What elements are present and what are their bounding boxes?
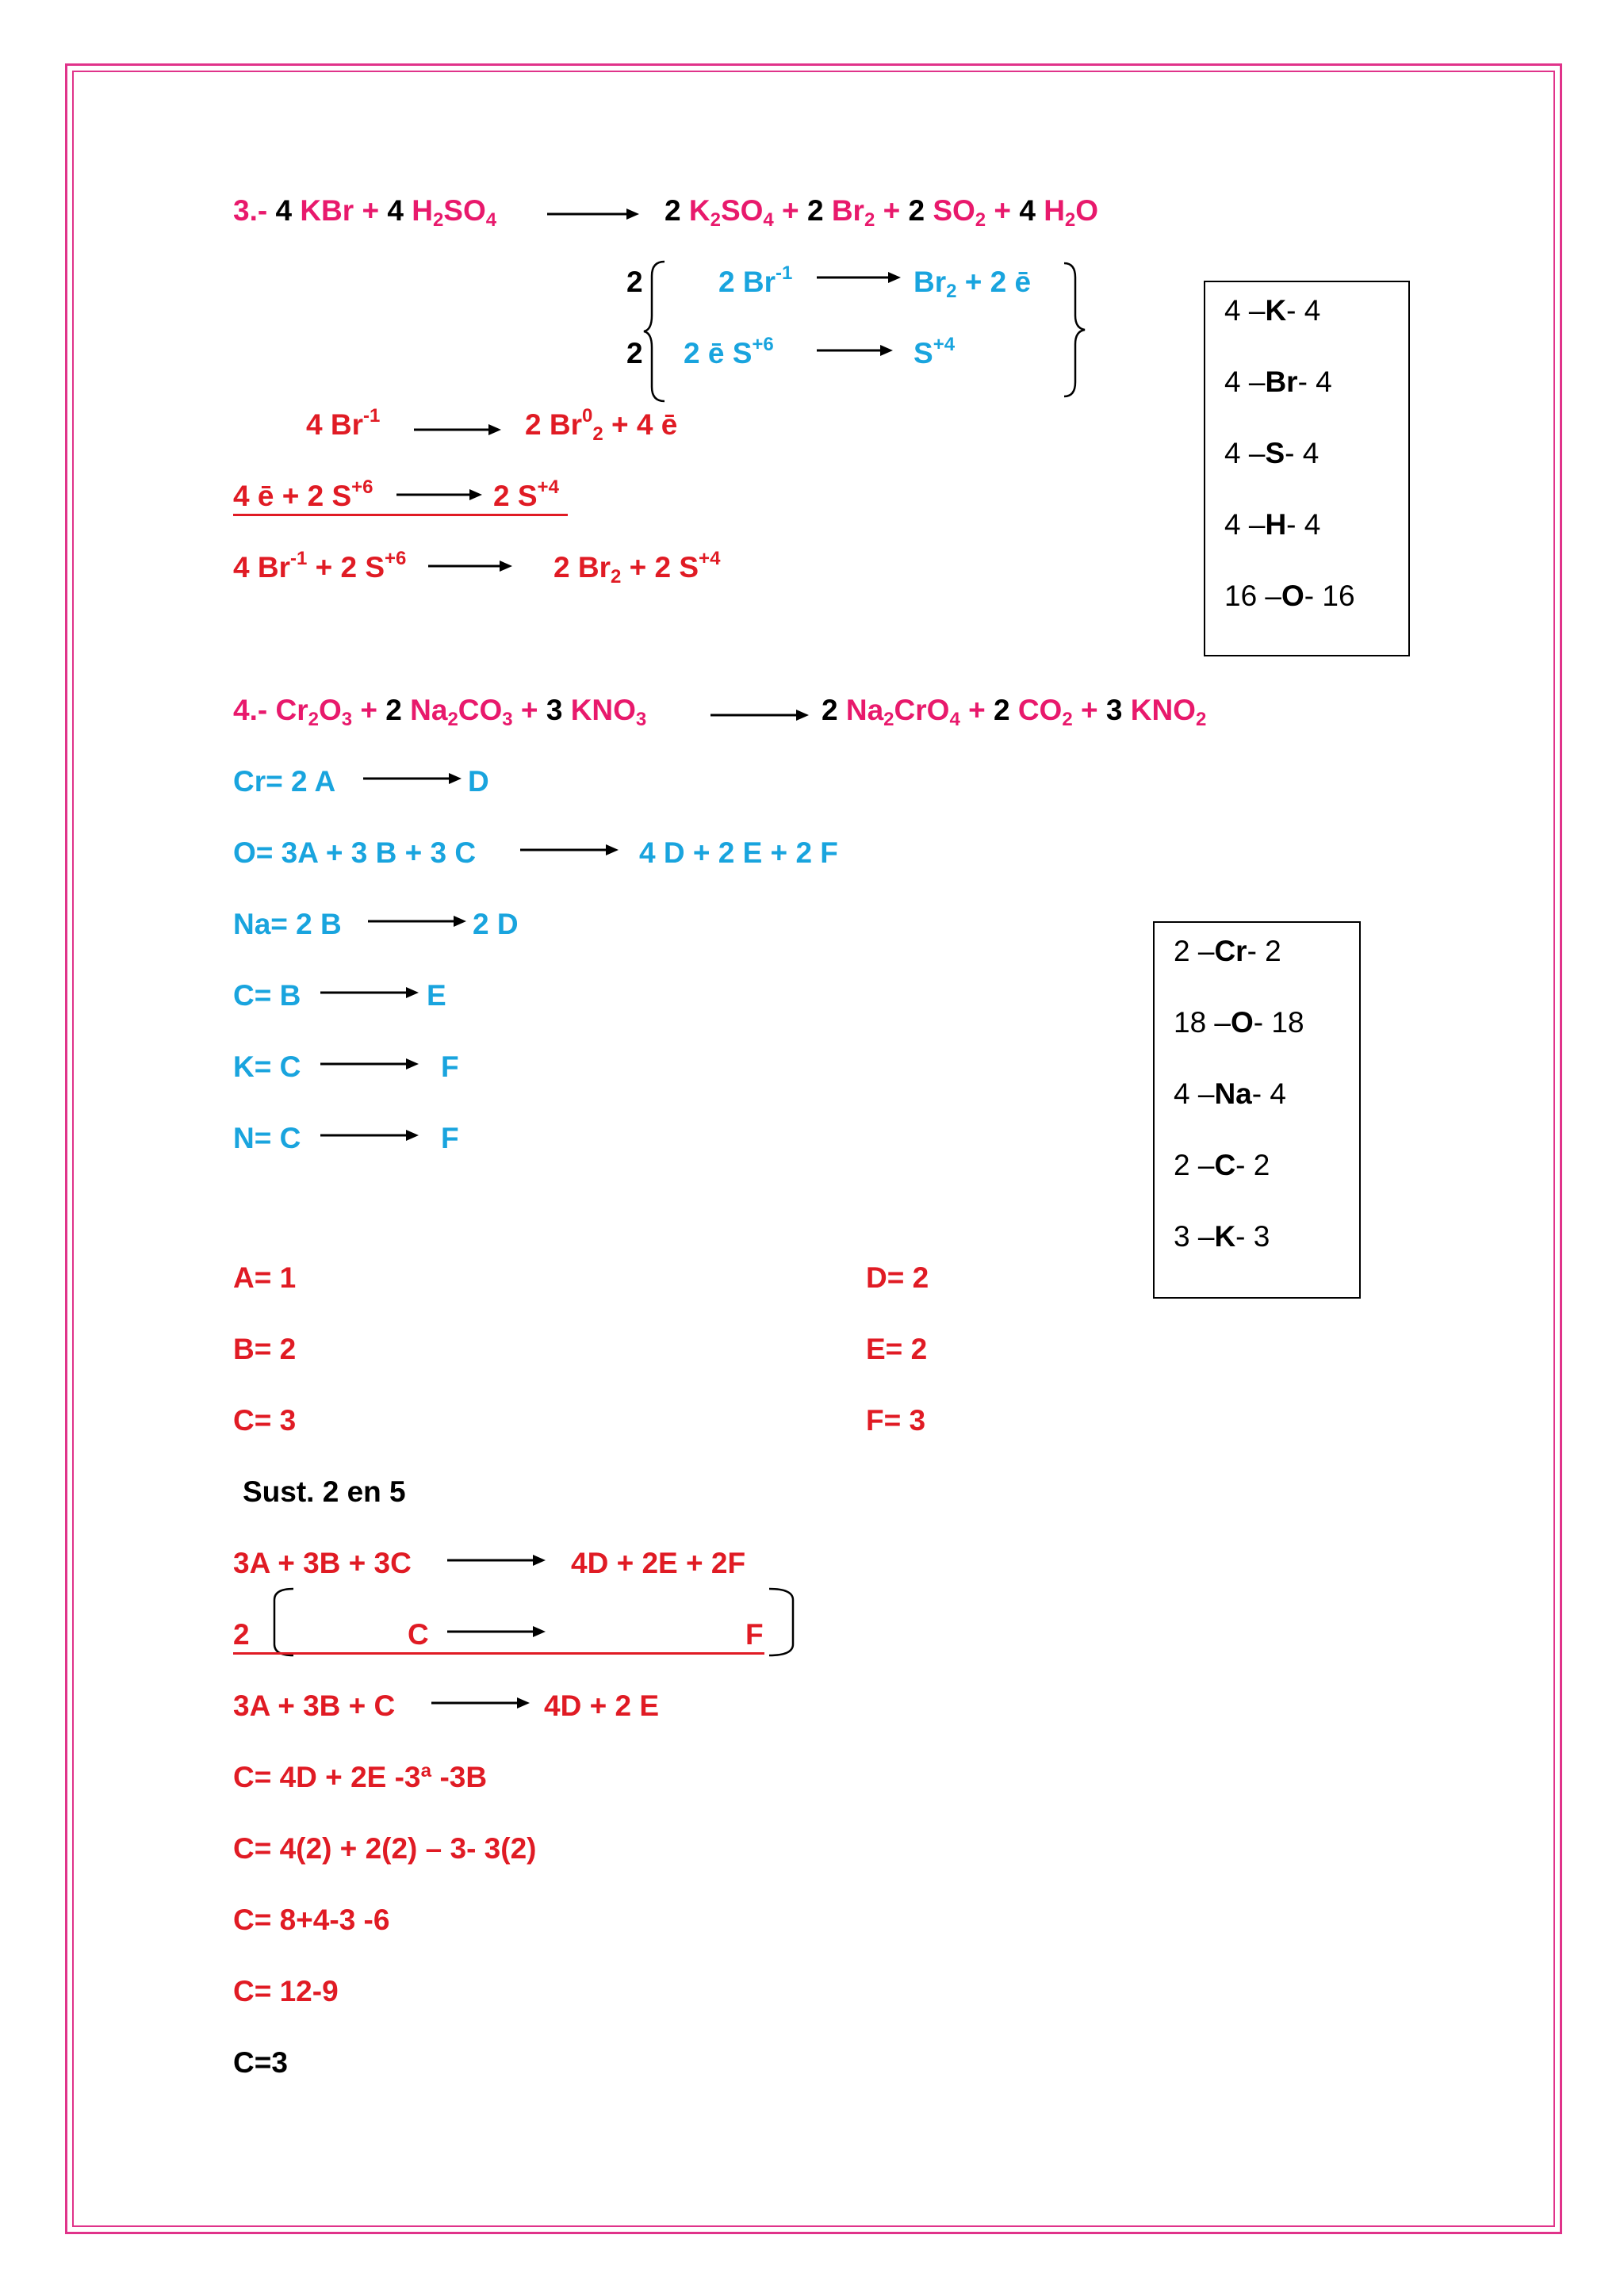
- half1-left: 2 $Br^{-1}$: [718, 262, 793, 298]
- arrow-icon: [363, 771, 466, 786]
- balance-row: 4 –S- 4: [1224, 437, 1320, 469]
- subst-line-3-right: 4D + 2 E: [544, 1689, 660, 1722]
- system-eq-right: F: [441, 1122, 459, 1154]
- arrow-icon: [320, 1127, 423, 1143]
- system-eq-left: C= B: [233, 979, 301, 1012]
- redox-line-2-right: 2 $S^{+4}$: [493, 476, 559, 512]
- system-eq-right: 2 D: [473, 908, 519, 940]
- calc-step: C= 8+4-3 -6: [233, 1904, 390, 1936]
- balance-row: 4 –H- 4: [1224, 508, 1321, 541]
- subst-line-1-left: 3A + 3B + 3C: [233, 1547, 412, 1579]
- redox-line-3-right: 2 $Br_2 + 2$ $S^{+4}$: [553, 548, 721, 587]
- subst-line-3-left: 3A + 3B + C: [233, 1689, 396, 1722]
- arrow-icon: [547, 206, 642, 222]
- problem4-equation: 4.- $Cr_2O_3 + 2$ $Na_2CO_3 + 3$ $KNO_3$: [233, 694, 647, 730]
- system-eq-right: F: [441, 1050, 459, 1083]
- redox-line-2-left: 4 ē + 2 $S^{+6}$: [233, 476, 373, 512]
- half2-right: $S^{+4}$: [914, 334, 956, 369]
- balance-row: 18 –O- 18: [1174, 1006, 1304, 1039]
- arrow-icon: [817, 270, 904, 285]
- system-eq-right: D: [468, 765, 489, 798]
- arrow-icon: [817, 342, 904, 358]
- arrow-icon: [447, 1552, 550, 1568]
- system-eq-left: O= 3A + 3 B + 3 C: [233, 836, 477, 869]
- arrow-icon: [396, 487, 492, 503]
- system-eq-left: Na= 2 B: [233, 908, 342, 940]
- calc-step: C= 4D + 2E -3ª -3B: [233, 1761, 488, 1793]
- subst-line-2-multiplier: 2: [233, 1618, 250, 1651]
- arrow-icon: [520, 842, 623, 858]
- final-result: C=3: [233, 2046, 288, 2079]
- problem4-products: 2 $Na_2CrO_4 + 2$ $CO_2 + 3$ $KNO_2$: [822, 694, 1207, 730]
- redox-line-1-right: 2 $Br^0_2 + 4$ ē: [525, 405, 678, 445]
- underline: [233, 514, 568, 516]
- arrow-icon: [368, 913, 471, 929]
- value-e: E= 2: [866, 1333, 928, 1365]
- balance-box-problem4: [1153, 921, 1361, 1299]
- balance-row: 4 –K- 4: [1224, 294, 1321, 327]
- right-bracket-icon: [768, 1587, 796, 1657]
- calc-step: C= 4(2) + 2(2) – 3- 3(2): [233, 1832, 537, 1865]
- system-eq-left: Cr= 2 A: [233, 765, 336, 798]
- right-brace-icon: [1063, 262, 1091, 398]
- half2-multiplier: 2: [626, 337, 643, 369]
- left-brace-icon: [644, 260, 668, 403]
- subst-line-2-right: F: [745, 1618, 764, 1651]
- balance-row: 16 –O- 16: [1224, 580, 1355, 612]
- value-d: D= 2: [866, 1261, 929, 1294]
- system-eq-right: E: [427, 979, 446, 1012]
- arrow-icon: [414, 422, 509, 438]
- arrow-icon: [428, 558, 523, 574]
- value-a: A= 1: [233, 1261, 297, 1294]
- system-eq-left: N= C: [233, 1122, 301, 1154]
- substitution-title: Sust. 2 en 5: [243, 1475, 406, 1508]
- half1-right: $Br_2 + 2$ ē: [914, 266, 1032, 302]
- half2-left: 2 ē $S^{+6}$: [684, 334, 774, 369]
- balance-row: 2 –Cr- 2: [1174, 935, 1281, 967]
- problem3-equation: 3.- 4 KBr + 4 $H_2SO_4$: [233, 194, 497, 231]
- arrow-icon: [710, 707, 814, 723]
- system-eq-left: K= C: [233, 1050, 301, 1083]
- subst-line-2-left: C: [408, 1618, 429, 1651]
- system-eq-right: 4 D + 2 E + 2 F: [639, 836, 838, 869]
- balance-row: 4 –Na- 4: [1174, 1077, 1286, 1110]
- arrow-icon: [320, 1056, 423, 1072]
- subst-line-1-right: 4D + 2E + 2F: [571, 1547, 746, 1579]
- problem3-products: 2 $K_2SO_4 + 2$ $Br_2 + 2$ $SO_2 + 4$ $H_2O$: [665, 194, 1099, 231]
- redox-line-3-left: 4 $Br^{-1} + 2$ $S^{+6}$: [233, 548, 407, 584]
- arrow-icon: [447, 1624, 550, 1640]
- value-b: B= 2: [233, 1333, 297, 1365]
- underline: [233, 1652, 764, 1655]
- value-c: C= 3: [233, 1404, 297, 1437]
- redox-line-1-left: 4 $Br^{-1}$: [306, 405, 381, 441]
- left-bracket-icon: [271, 1587, 295, 1657]
- value-f: F= 3: [866, 1404, 926, 1437]
- balance-row: 2 –C- 2: [1174, 1149, 1270, 1181]
- balance-row: 3 –K- 3: [1174, 1220, 1270, 1253]
- arrow-icon: [320, 985, 423, 1001]
- balance-row: 4 –Br- 4: [1224, 365, 1332, 398]
- balance-box-problem3: [1204, 281, 1410, 656]
- calc-step: C= 12-9: [233, 1975, 339, 2007]
- arrow-icon: [431, 1695, 534, 1711]
- half1-multiplier: 2: [626, 266, 643, 298]
